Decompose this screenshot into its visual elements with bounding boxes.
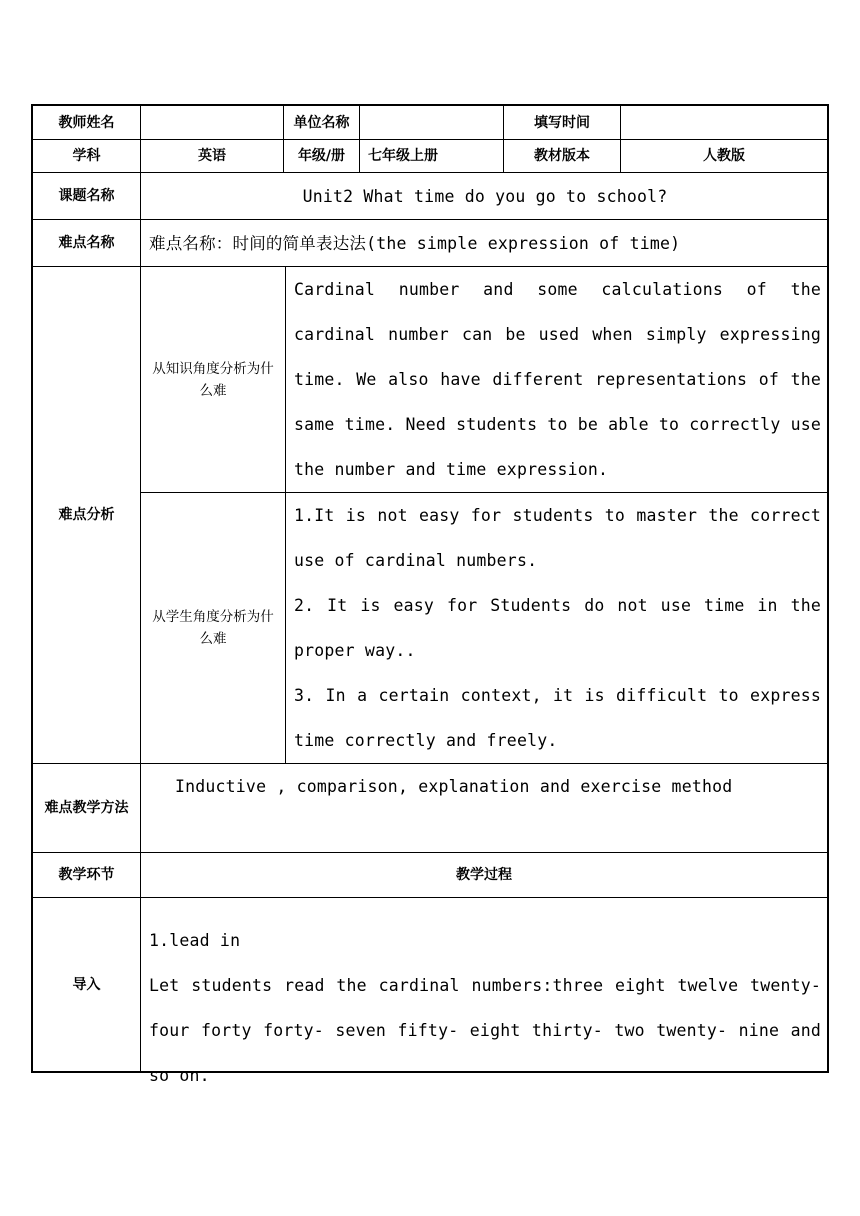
method-value: Inductive , comparison, explanation and exercise method bbox=[175, 777, 733, 796]
knowledge-analysis-paragraph: Cardinal number and some calculations of the cardinal number can be used when simply expressing time. We also have different representations of the same time. Need students to be able to correctly use the number and time expression. bbox=[294, 280, 821, 479]
process-header-label: 教学过程 bbox=[456, 867, 512, 883]
unit-label: 单位名称 bbox=[293, 114, 350, 131]
student-analysis-label: 从学生角度分析为什么难 bbox=[152, 609, 274, 647]
stage-header-label: 教学环节 bbox=[58, 867, 115, 883]
method-label: 难点教学方法 bbox=[44, 800, 129, 816]
subject-value: 英语 bbox=[198, 148, 226, 164]
unit-value bbox=[360, 106, 503, 139]
intro-title: 1.lead in bbox=[149, 931, 241, 950]
knowledge-analysis-text bbox=[286, 267, 827, 492]
intro-label: 导入 bbox=[72, 976, 101, 993]
grade-value: 七年级上册 bbox=[368, 148, 438, 164]
difficulty-value: 难点名称：时间的简单表达法(the simple expression of time) bbox=[149, 233, 681, 253]
knowledge-analysis-label: 从知识角度分析为什么难 bbox=[152, 360, 274, 399]
edition-value: 人教版 bbox=[703, 148, 745, 164]
grade-label: 年级/册 bbox=[297, 148, 346, 164]
student-point: 2. It is easy for Students do not use time in the proper way.. bbox=[294, 596, 821, 660]
lesson-plan-table bbox=[31, 104, 829, 1085]
topic-label: 课题名称 bbox=[58, 188, 115, 204]
intro-content bbox=[141, 898, 827, 1085]
edition-label: 教材版本 bbox=[534, 148, 590, 164]
fill-time-label: 填写时间 bbox=[534, 114, 590, 131]
analysis-label: 难点分析 bbox=[58, 507, 115, 523]
teacher-name-label: 教师姓名 bbox=[58, 114, 115, 131]
difficulty-label: 难点名称 bbox=[58, 235, 115, 251]
teacher-name-value bbox=[141, 106, 283, 139]
subject-label: 学科 bbox=[72, 148, 101, 164]
student-point: 3. In a certain context, it is difficult to express time correctly and freely. bbox=[294, 686, 821, 750]
fill-time-value bbox=[621, 106, 827, 139]
student-point: 1.It is not easy for students to master the correct use of cardinal numbers. bbox=[294, 506, 821, 570]
student-analysis-text bbox=[286, 493, 827, 763]
intro-text: Let students read the cardinal numbers:three eight twelve twenty- four forty forty- seven fifty- eight thirty- two twenty- nine and so on. bbox=[149, 976, 821, 1085]
topic-value: Unit2 What time do you go to school? bbox=[302, 186, 668, 206]
